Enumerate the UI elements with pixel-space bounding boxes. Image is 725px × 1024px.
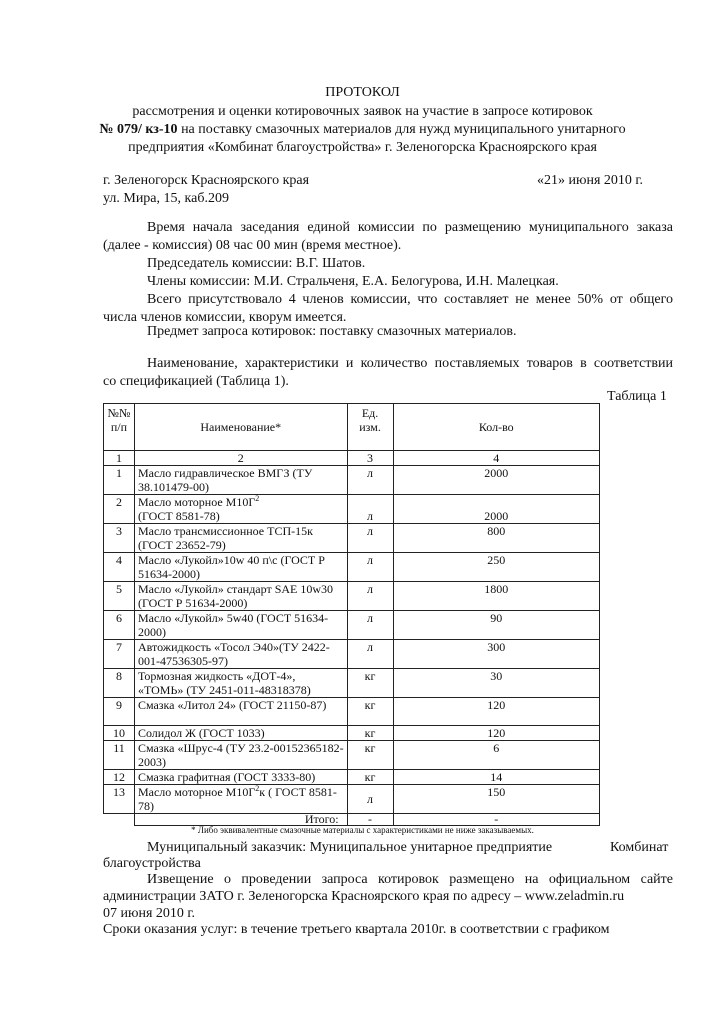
table-index-row [104,451,600,466]
row-unit: л [347,495,393,524]
row-qty: 120 [393,726,599,741]
title-line-1: рассмотрения и оценки котировочных заявок на участие в запросе котировок [132,104,593,119]
notice-line-1: Извещение о проведении запроса котировок размещено на официальном сайте [147,872,673,887]
row-qty: 2000 [393,466,599,495]
row-unit: л [347,640,393,669]
table-header-row [104,404,600,451]
row-name [134,495,347,524]
row-name: Смазка «Литол 24» (ГОСТ 21150-87) [134,698,347,726]
address: ул. Мира, 15, каб.209 [103,191,229,206]
chairman: Председатель комиссии: В.Г. Шатов. [147,256,366,271]
header-num [104,404,135,451]
document-title: ПРОТОКОЛ [325,85,400,100]
row-name-text: Масло моторное М10Г [137,785,256,799]
header-num-line-2: п/п [110,420,128,434]
total-empty-cell [104,814,135,826]
table-total-row [104,814,600,826]
table-row [104,669,600,698]
row-qty: 1800 [393,582,599,611]
row-num: 6 [104,611,135,640]
row-qty: 6 [393,741,599,770]
row-name [134,785,347,814]
protocol-date: «21» июня 2010 г. [537,173,644,188]
row-unit: кг [347,726,393,741]
row-name: Масло трансмиссионное ТСП-15к (ГОСТ 23652-79) [134,524,347,553]
notice-line-2: администрации ЗАТО г. Зеленогорска Красноярского края по адресу – www.zeladmin.ru [103,889,625,904]
table-row [104,466,600,495]
table-row [104,770,600,785]
row-name-text: Масло моторное М10Г [137,495,256,509]
row-qty: 30 [393,669,599,698]
row-qty: 2000 [393,495,599,524]
spec-intro-line-2: со спецификацией (Таблица 1). [103,374,289,389]
header-unit-line-2: изм. [359,420,381,434]
row-qty: 250 [393,553,599,582]
header-unit [347,404,393,451]
header-unit-line-1: Ед. [361,406,379,420]
index-cell: 2 [134,451,347,466]
row-name: Автожидкость «Тосол Э40»(ТУ 2422-001-47536305-97) [134,640,347,669]
table-row [104,582,600,611]
row-name-superscript: 2 [255,784,260,793]
header-num-line-1: №№ [107,406,131,420]
row-unit: л [347,524,393,553]
row-unit: кг [347,698,393,726]
row-qty: 14 [393,770,599,785]
table-row [104,741,600,770]
members: Члены комиссии: М.И. Стральченя, Е.А. Белогурова, И.Н. Малецкая. [147,274,559,289]
header-name: Наименование* [134,404,347,451]
row-num: 13 [104,785,135,814]
service-terms: Сроки оказания услуг: в течение третьего квартала 2010г. в соответствии с графиком [103,922,610,937]
present-line-2: числа членов комиссии, кворум имеется. [103,310,347,325]
customer-line-1-right: Комбинат [610,840,669,855]
row-unit: л [347,611,393,640]
row-name: Масло гидравлическое ВМГЗ (ТУ 38.101479-00) [134,466,347,495]
row-qty: 800 [393,524,599,553]
row-num: 10 [104,726,135,741]
meeting-time-line-2: (далее - комиссия) 08 час 00 мин (время местное). [103,238,402,253]
row-num: 7 [104,640,135,669]
table-row [104,495,600,524]
row-unit: кг [347,741,393,770]
row-num: 4 [104,553,135,582]
table-footnote: * Либо эквивалентные смазочные материалы с характеристиками не ниже заказываемых. [191,825,534,835]
table-row [104,553,600,582]
table-label: Таблица 1 [607,389,667,404]
row-name: Смазка «Шрус-4 (ТУ 23.2-00152365182-2003) [134,741,347,770]
row-num: 1 [104,466,135,495]
row-name-line-2: (ГОСТ 8581-78) [137,509,220,523]
title-line-3: предприятия «Комбинат благоустройства» г. Зеленогорска Красноярского края [128,140,597,155]
row-name: Солидол Ж (ГОСТ 1033) [134,726,347,741]
row-unit: л [347,553,393,582]
row-num: 9 [104,698,135,726]
row-num: 3 [104,524,135,553]
row-unit: кг [347,669,393,698]
row-unit: л [347,785,393,814]
row-num: 2 [104,495,135,524]
row-name: Масло «Лукойл» стандарт SAE 10w30 (ГОСТ Р 51634-2000) [134,582,347,611]
protocol-number: № 079/ кз-10 [99,122,178,137]
table-row [104,698,600,726]
row-qty: 150 [393,785,599,814]
meeting-time-line-1: Время начала заседания единой комиссии по размещению муниципального заказа [147,220,673,235]
row-unit: кг [347,770,393,785]
row-qty: 90 [393,611,599,640]
table-row [104,524,600,553]
row-name-superscript: 2 [255,494,260,503]
table-row [104,785,600,814]
total-label: Итого: [134,814,347,826]
present-line-1: Всего присутствовало 4 членов комиссии, что составляет не менее 50% от общего [147,292,673,307]
notice-line-3: 07 июня 2010 г. [103,906,196,921]
subject: Предмет запроса котировок: поставку смазочных материалов. [147,324,517,339]
row-name-suffix: к ( ГОСТ 8581-78) [137,785,337,813]
index-cell: 3 [347,451,393,466]
row-name: Тормозная жидкость «ДОТ-4», «ТОМЬ» (ТУ 2451-011-48318378) [134,669,347,698]
city: г. Зеленогорск Красноярского края [103,173,310,188]
table-row [104,611,600,640]
title-line-2 [0,120,725,139]
table-row [104,726,600,741]
row-unit: л [347,582,393,611]
index-cell: 4 [393,451,599,466]
row-num: 5 [104,582,135,611]
index-cell: 1 [104,451,135,466]
total-qty: - [393,814,599,826]
row-name: Масло «Лукойл»10w 40 п\с (ГОСТ Р 51634-2000) [134,553,347,582]
customer-line-2: благоустройства [103,856,201,871]
row-num: 12 [104,770,135,785]
row-name: Смазка графитная (ГОСТ 3333-80) [134,770,347,785]
total-unit: - [347,814,393,826]
row-num: 11 [104,741,135,770]
customer-line-1: Муниципальный заказчик: Муниципальное унитарное предприятие [147,840,553,855]
row-unit: л [347,466,393,495]
table-row [104,640,600,669]
row-num: 8 [104,669,135,698]
row-name: Масло «Лукойл» 5w40 (ГОСТ 51634-2000) [134,611,347,640]
spec-intro-line-1: Наименование, характеристики и количество поставляемых товаров в соответствии [147,356,673,371]
specification-table [103,403,600,826]
title-line-2-rest: на поставку смазочных материалов для нужд муниципального унитарного [177,122,626,137]
header-qty: Кол-во [393,404,599,451]
row-qty: 120 [393,698,599,726]
row-qty: 300 [393,640,599,669]
